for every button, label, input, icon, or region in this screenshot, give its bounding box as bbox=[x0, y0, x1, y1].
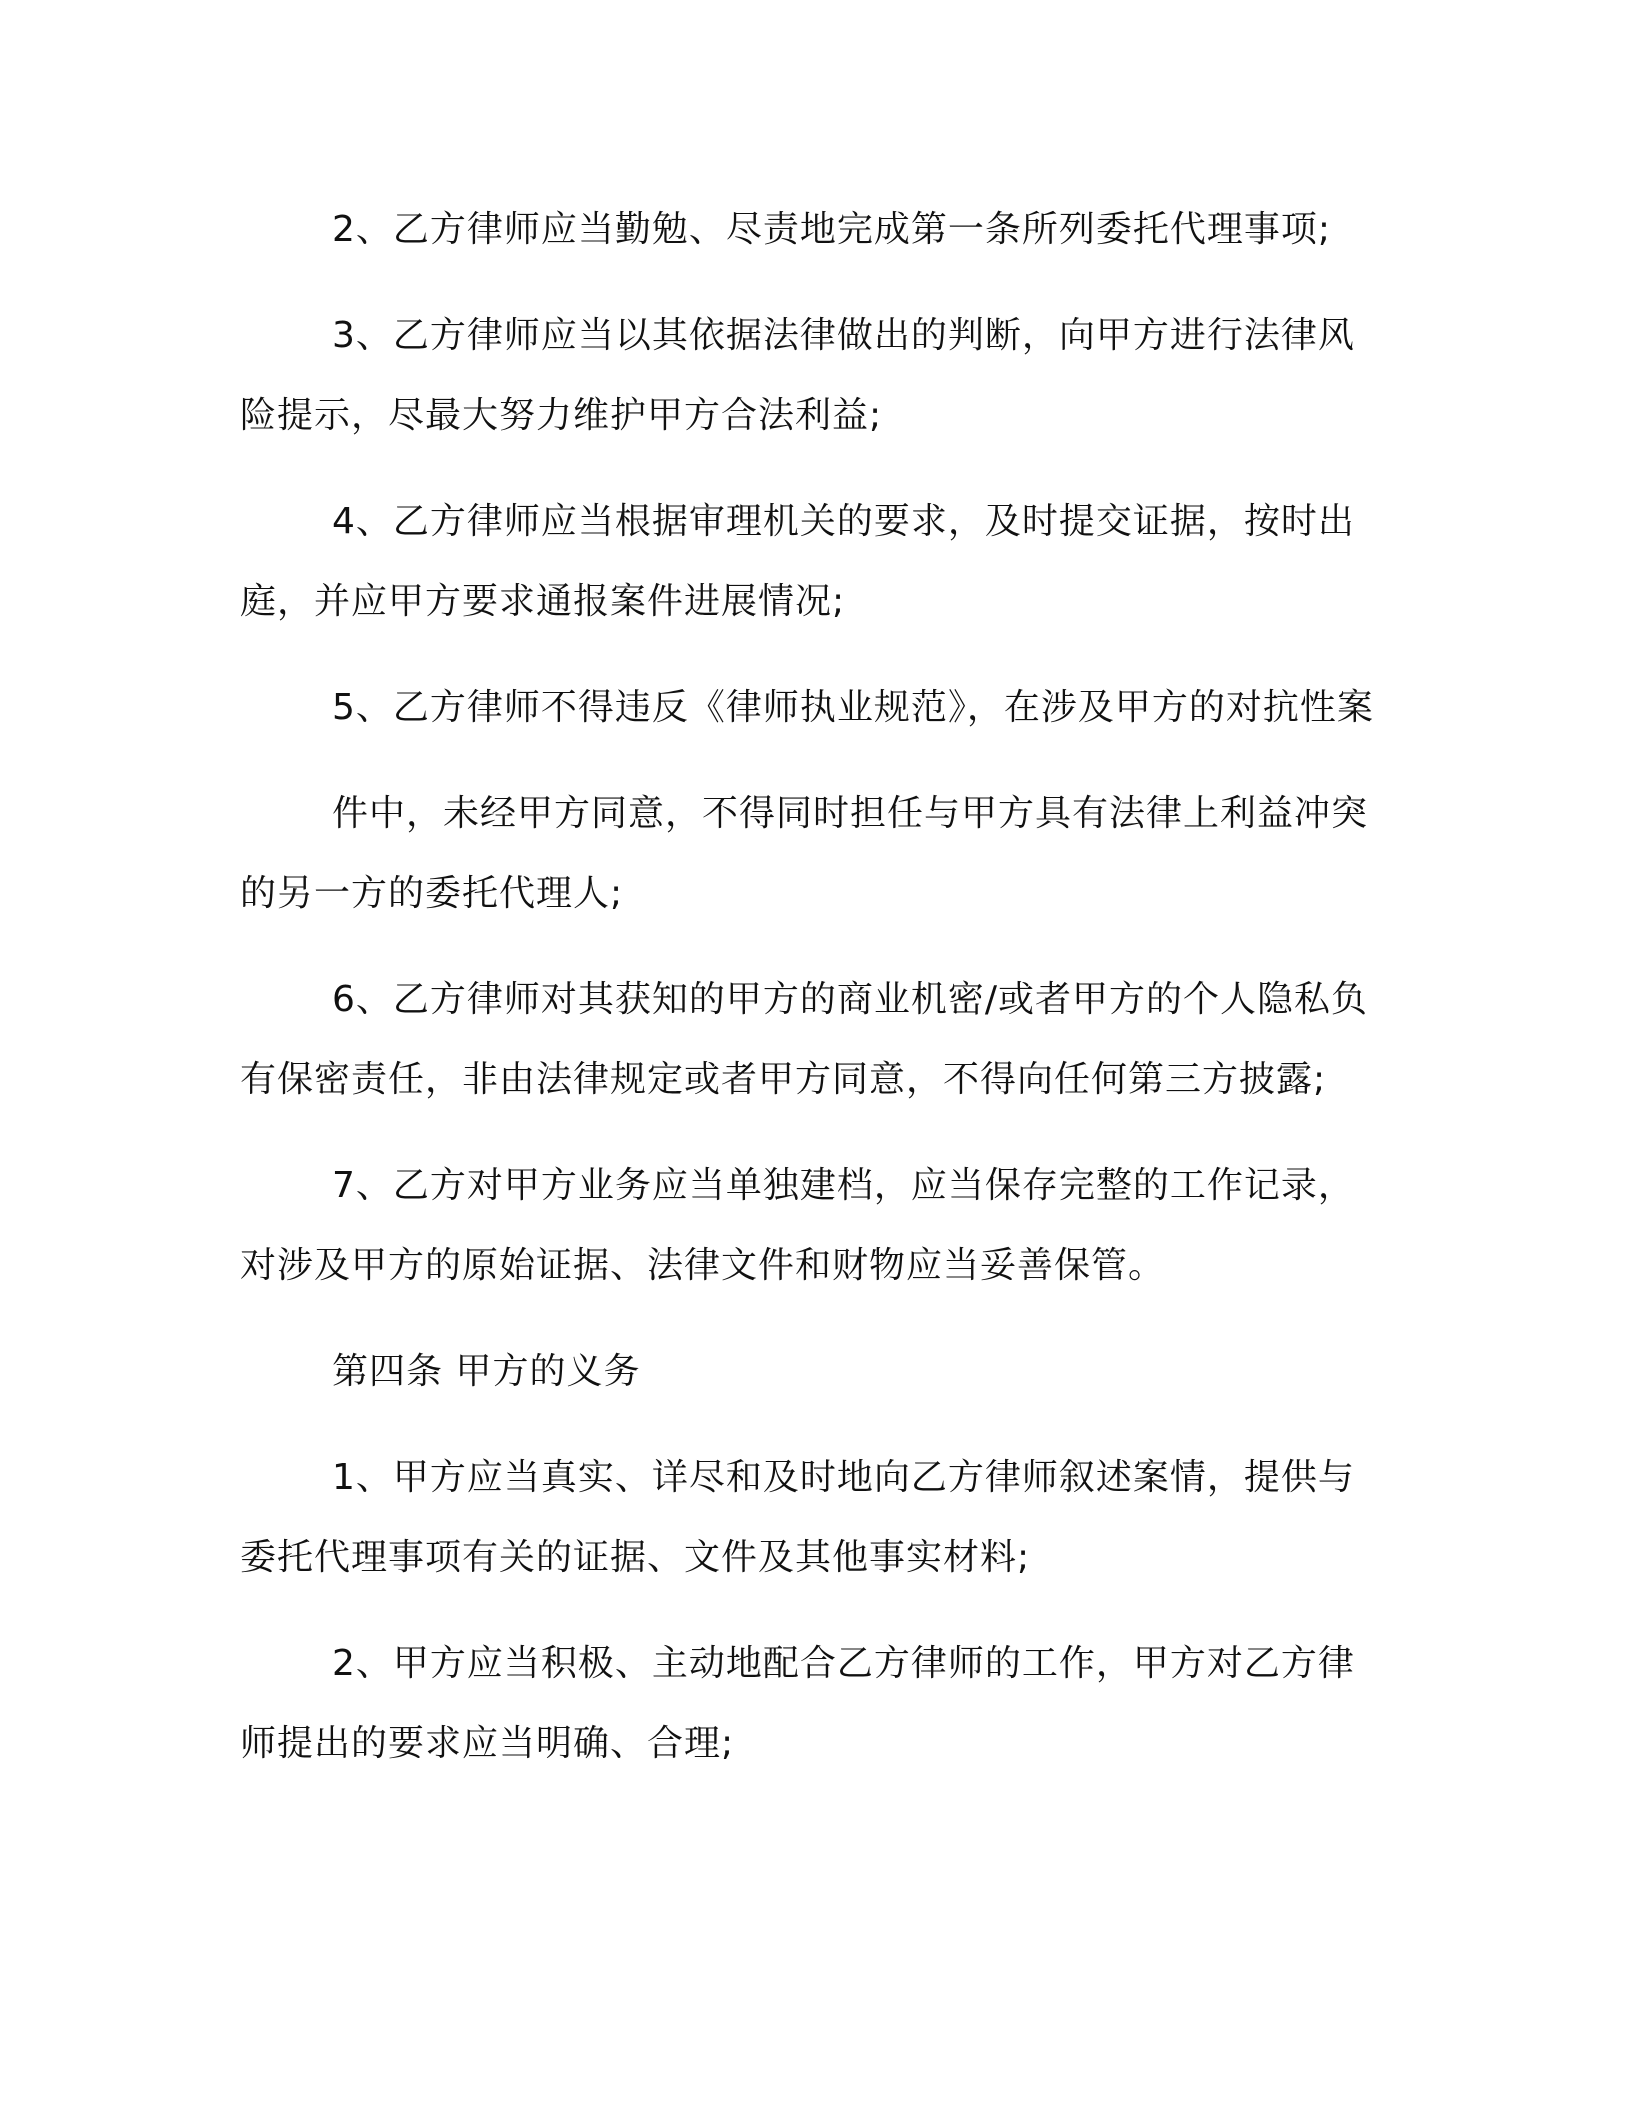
clause-3-6: 6、乙方律师对其获知的甲方的商业机密/或者甲方的个人隐私负有保密责任，非由法律规定或者甲方同意，不得向任何第三方披露; bbox=[240, 979, 1369, 1100]
clause-3-4: 4、乙方律师应当根据审理机关的要求，及时提交证据，按时出庭，并应甲方要求通报案件进展情况; bbox=[240, 501, 1355, 622]
clause-3-5-part2: 件中，未经甲方同意，不得同时担任与甲方具有法律上利益冲突的另一方的委托代理人; bbox=[240, 793, 1369, 914]
clause-3-3: 3、乙方律师应当以其依据法律做出的判断，向甲方进行法律风险提示，尽最大努力维护甲方合法利益; bbox=[240, 315, 1355, 436]
document-body bbox=[240, 190, 1390, 1810]
clause-3-2: 2、乙方律师应当勤勉、尽责地完成第一条所列委托代理事项; bbox=[332, 209, 1332, 250]
clause-3-7: 7、乙方对甲方业务应当单独建档，应当保存完整的工作记录，对涉及甲方的原始证据、法律文件和财物应当妥善保管。 bbox=[240, 1165, 1355, 1286]
clause-4-2: 2、甲方应当积极、主动地配合乙方律师的工作，甲方对乙方律师提出的要求应当明确、合理; bbox=[240, 1643, 1355, 1764]
clause-4-1: 1、甲方应当真实、详尽和及时地向乙方律师叙述案情，提供与委托代理事项有关的证据、文件及其他事实材料; bbox=[240, 1457, 1355, 1578]
clause-3-5-part1: 5、乙方律师不得违反《律师执业规范》，在涉及甲方的对抗性案 bbox=[332, 687, 1374, 728]
article-4-heading: 第四条 甲方的义务 bbox=[332, 1351, 641, 1392]
